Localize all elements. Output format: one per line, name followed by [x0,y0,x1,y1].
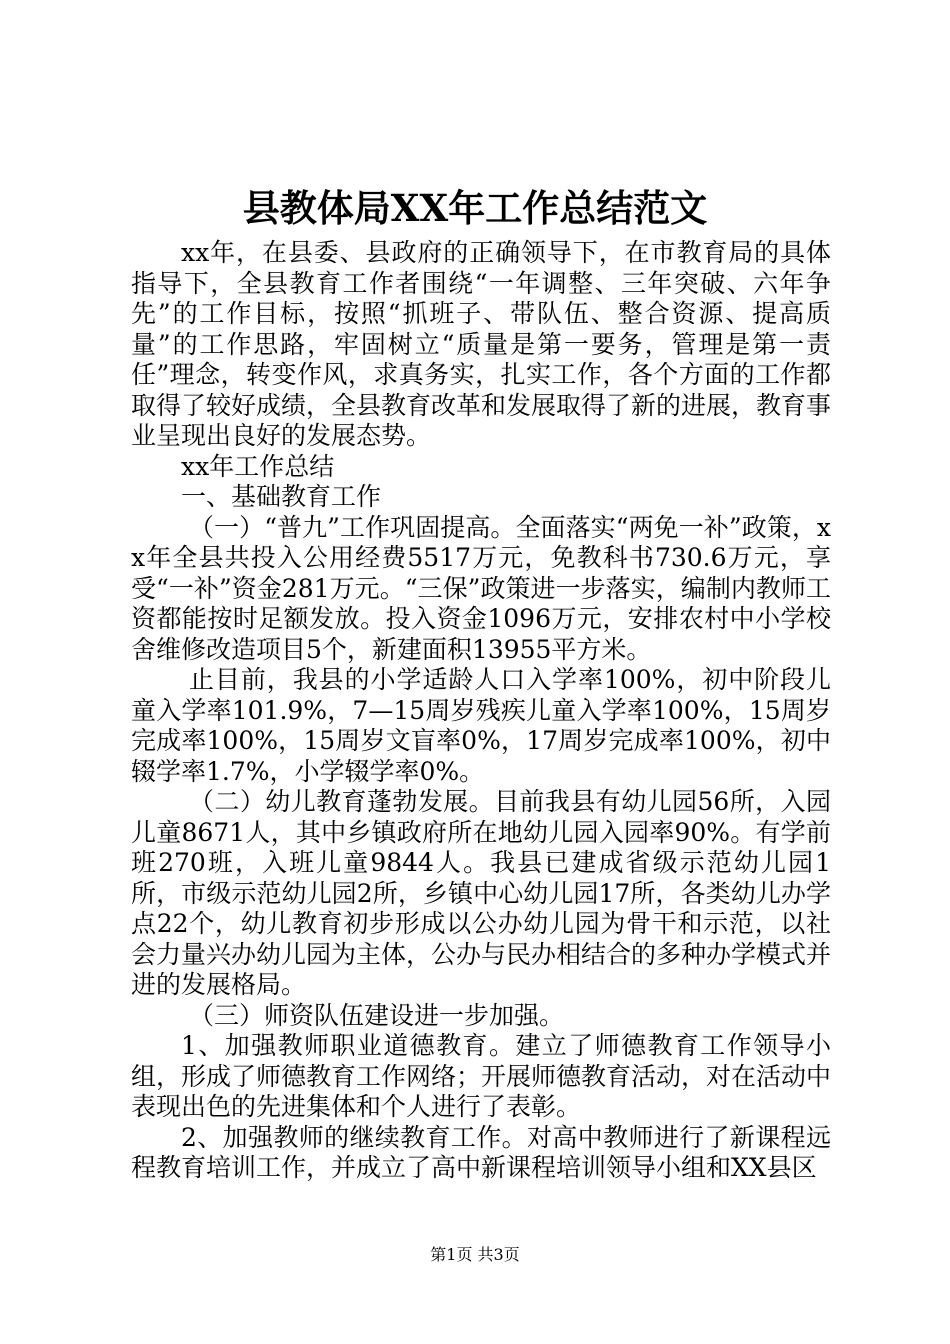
document-title: 县教体局XX年工作总结范文 [242,186,708,230]
page-footer: 第1页 共3页 [430,1245,520,1264]
paragraph-compulsory-education: （一）“普九”工作巩固提高。全面落实“两免一补”政策，xx年全县共投入公用经费5517万元，免教科书730.6万元，享受“一补”资金281万元。“三保”政策进一步落实，编制内教师工资都能按时足额发放。投入资金1096万元，安排农村中小学校舍维修改造项目5个，新建面积13955平方米。 [131,512,831,664]
document-body [131,238,831,1184]
paragraph-teacher-ethics: 1、加强教师职业道德教育。建立了师德教育工作领导小组，形成了师德教育工作网络；开展师德教育活动，对在活动中表现出色的先进集体和个人进行了表彰。 [131,1031,832,1121]
paragraph-continuing-education: 2、加强教师的继续教育工作。对高中教师进行了新课程远程教育培训工作，并成立了高中新课程培训领导小组和XX县区 [131,1122,831,1182]
paragraph-summary-heading: xx年工作总结 [181,451,335,481]
paragraph-preschool-education: （二）幼儿教育蓬勃发展。目前我县有幼儿园56所，入园儿童8671人，其中乡镇政府所在地幼儿园入园率90%。有学前班270班，入班儿童9844人。我县已建成省级示范幼儿园1所，市级示范幼儿园2所，乡镇中心幼儿园17所，各类幼儿办学点22个，幼儿教育初步形成以公办幼儿园为骨干和示范，以社会力量兴办幼儿园为主体，公办与民办相结合的多种办学模式并进的发展格局。 [131,787,832,999]
paragraph-teacher-team: （三）师资队伍建设进一步加强。 [189,1000,565,1030]
section-heading-basic-education: 一、基础教育工作 [181,482,382,511]
paragraph-intro: xx年，在县委、县政府的正确领导下，在市教育局的具体指导下，全县教育工作者围绕“一年调整、三年突破、六年争先”的工作目标，按照“抓班子、带队伍、整合资源、提高质量”的工作思路，牢固树立“质量是第一要务，管理是第一责任”理念，转变作风，求真务实，扎实工作，各个方面的工作都取得了较好成绩，全县教育改革和发展取得了新的进展，教育事业呈现出良好的发展态势。 [131,238,832,450]
paragraph-enrollment-rates: 止目前，我县的小学适龄人口入学率100%，初中阶段儿童入学率101.9%，7—15周岁残疾儿童入学率100%，15周岁完成率100%，15周岁文盲率0%，17周岁完成率100%，初中辍学率1.7%，小学辍学率0%。 [131,665,831,786]
